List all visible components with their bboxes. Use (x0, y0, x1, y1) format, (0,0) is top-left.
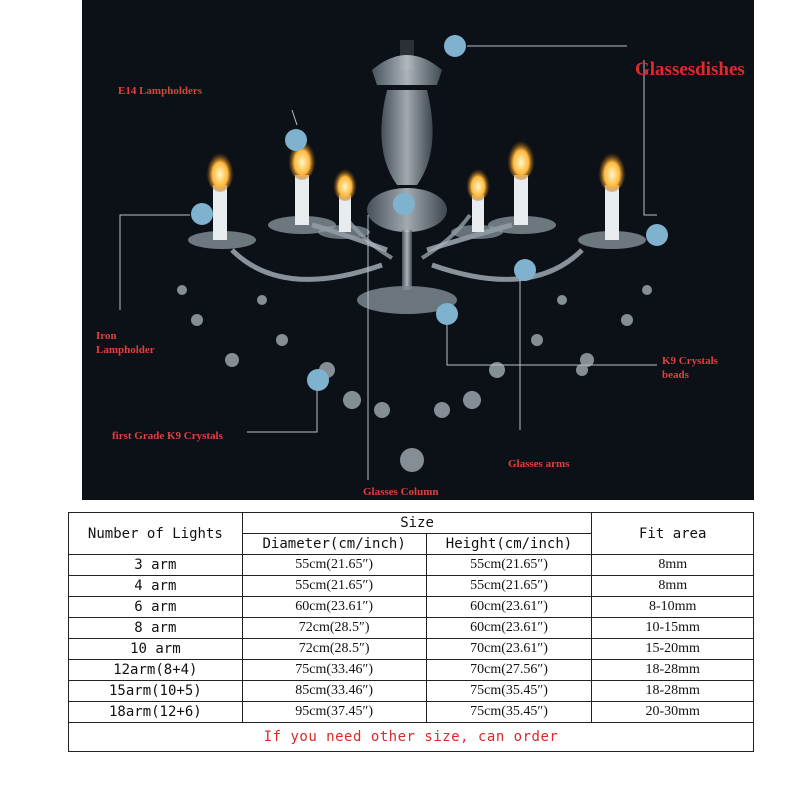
cell-height: 55cm(21.65″) (426, 555, 592, 576)
label-e14-lampholders: E14 Lampholders (118, 85, 203, 97)
header-number-of-lights: Number of Lights (69, 513, 243, 555)
table-row (69, 576, 754, 597)
header-diameter: Diameter(cm/inch) (242, 534, 426, 555)
label-glasses-arms: Glasses arms (508, 458, 570, 470)
cell-lights: 10 arm (69, 639, 243, 660)
cell-fit: 18-28mm (592, 681, 754, 702)
header-height: Height(cm/inch) (426, 534, 592, 555)
cell-diameter: 85cm(33.46″) (242, 681, 426, 702)
cell-diameter: 75cm(33.46″) (242, 660, 426, 681)
cell-diameter: 60cm(23.61″) (242, 597, 426, 618)
cell-fit: 20-30mm (592, 702, 754, 723)
table-row (69, 702, 754, 723)
label-k9-beads: K9 Crystals beads (662, 355, 718, 381)
cell-diameter: 55cm(21.65″) (242, 576, 426, 597)
cell-lights: 15arm(10+5) (69, 681, 243, 702)
cell-fit: 18-28mm (592, 660, 754, 681)
cell-height: 60cm(23.61″) (426, 618, 592, 639)
cell-diameter: 72cm(28.5″) (242, 639, 426, 660)
cell-lights: 12arm(8+4) (69, 660, 243, 681)
header-fit-area: Fit area (592, 513, 754, 555)
table-row (69, 639, 754, 660)
label-glasses-dishes: Glassesdishes (635, 59, 745, 80)
cell-fit: 10-15mm (592, 618, 754, 639)
table-row (69, 555, 754, 576)
cell-lights: 3 arm (69, 555, 243, 576)
table-row (69, 681, 754, 702)
cell-lights: 18arm(12+6) (69, 702, 243, 723)
cell-height: 70cm(27.56″) (426, 660, 592, 681)
cell-height: 70cm(23.61″) (426, 639, 592, 660)
cell-lights: 6 arm (69, 597, 243, 618)
size-table (68, 512, 754, 752)
cell-fit: 8-10mm (592, 597, 754, 618)
cell-height: 75cm(35.45″) (426, 702, 592, 723)
order-note-row (69, 723, 754, 752)
table-row (69, 618, 754, 639)
cell-fit: 8mm (592, 576, 754, 597)
table-row (69, 597, 754, 618)
cell-diameter: 72cm(28.5″) (242, 618, 426, 639)
cell-diameter: 95cm(37.45″) (242, 702, 426, 723)
cell-lights: 8 arm (69, 618, 243, 639)
chandelier-photo (82, 0, 754, 500)
cell-height: 60cm(23.61″) (426, 597, 592, 618)
label-first-grade-k9: first Grade K9 Crystals (112, 430, 223, 442)
cell-height: 75cm(35.45″) (426, 681, 592, 702)
cell-fit: 8mm (592, 555, 754, 576)
cell-diameter: 55cm(21.65″) (242, 555, 426, 576)
table-row (69, 660, 754, 681)
cell-height: 55cm(21.65″) (426, 576, 592, 597)
cell-fit: 15-20mm (592, 639, 754, 660)
header-size: Size (242, 513, 592, 534)
label-glasses-column: Glasses Column (363, 486, 439, 498)
label-iron-lampholder: Iron Lampholder (96, 330, 155, 356)
order-note: If you need other size, can order (69, 723, 754, 752)
table-header-row (69, 513, 754, 534)
cell-lights: 4 arm (69, 576, 243, 597)
